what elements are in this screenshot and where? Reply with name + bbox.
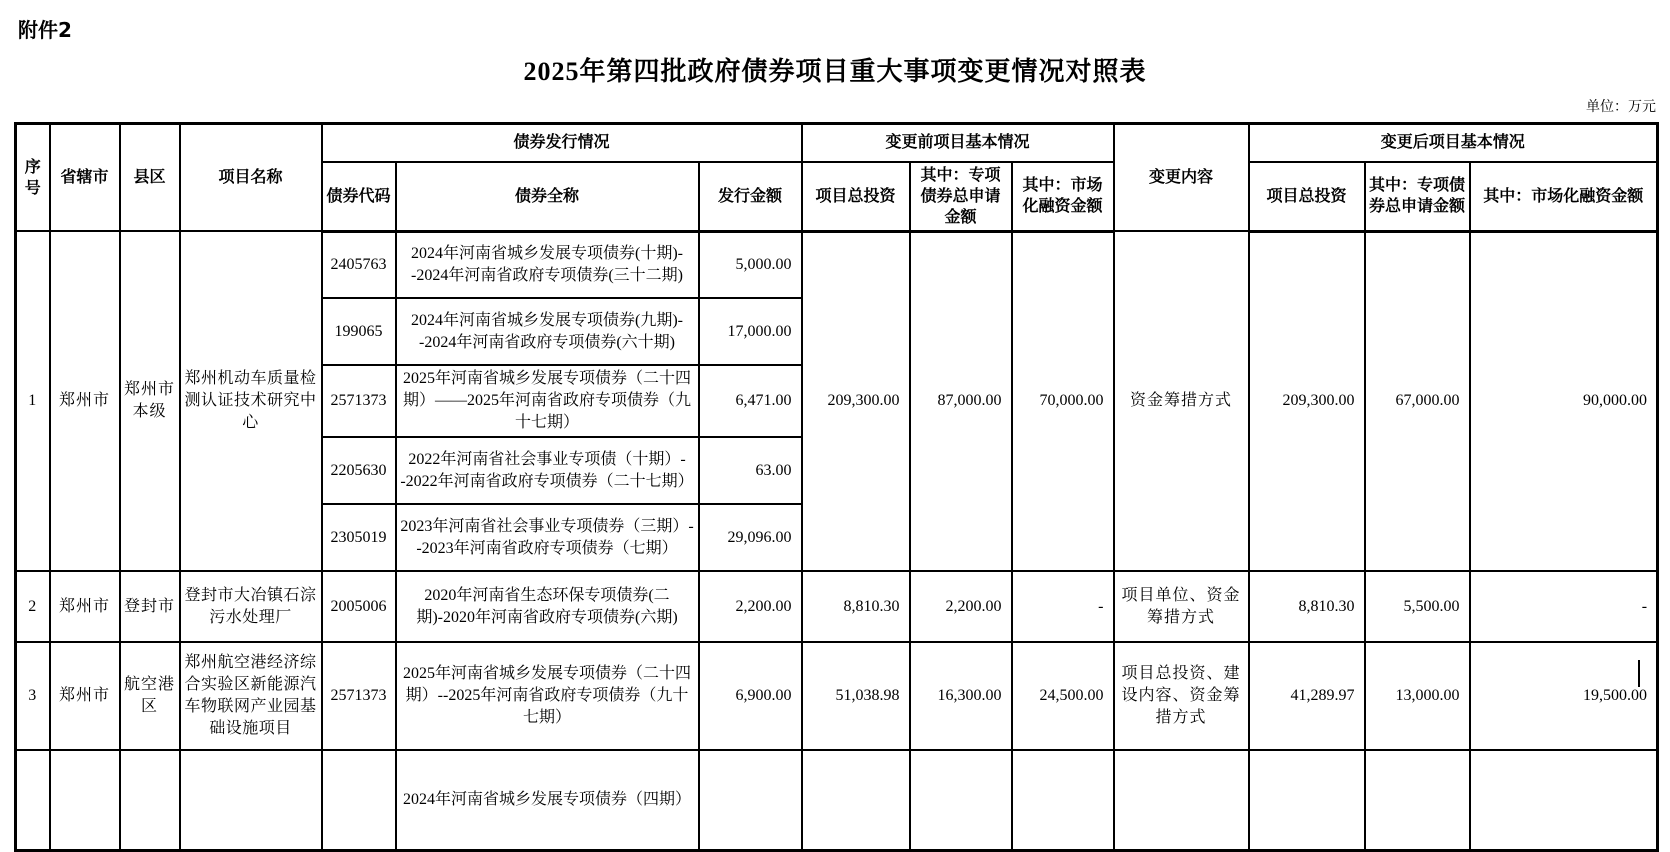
cell-before-market: 24,500.00 xyxy=(1012,642,1114,750)
cell-after-total: 209,300.00 xyxy=(1249,231,1365,571)
cell-after-special: 5,500.00 xyxy=(1365,571,1470,642)
cell-bond-code: 2005006 xyxy=(322,571,396,642)
cell-city xyxy=(50,750,120,850)
cell-before-total xyxy=(802,750,910,850)
cell-no xyxy=(16,750,50,850)
cell-before-total: 51,038.98 xyxy=(802,642,910,750)
col-header-change-content: 变更内容 xyxy=(1114,124,1249,232)
cell-county xyxy=(120,750,180,850)
cell-bond-name: 2024年河南省城乡发展专项债券(九期)--2024年河南省政府专项债券(六十期) xyxy=(396,298,699,365)
col-header-after-total-investment: 项目总投资 xyxy=(1249,162,1365,232)
cell-before-market xyxy=(1012,750,1114,850)
col-header-issue-amount: 发行金额 xyxy=(699,162,802,232)
table-row xyxy=(16,231,1658,298)
col-header-no: 序号 xyxy=(16,124,50,232)
table-row xyxy=(16,642,1658,750)
cell-bond-name: 2024年河南省城乡发展专项债券(十期)--2024年河南省政府专项债券(三十二期) xyxy=(396,231,699,298)
col-header-before-market-financing: 其中：市场化融资金额 xyxy=(1012,162,1114,232)
col-header-before-special-bond-amount: 其中：专项债券总申请金额 xyxy=(910,162,1012,232)
cell-project-name: 登封市大冶镇石淙污水处理厂 xyxy=(180,571,322,642)
cell-change-content: 项目单位、资金筹措方式 xyxy=(1114,571,1249,642)
comparison-table xyxy=(14,122,1659,852)
cell-bond-code xyxy=(322,750,396,850)
cell-city: 郑州市 xyxy=(50,642,120,750)
cell-bond-code: 2405763 xyxy=(322,231,396,298)
col-group-after-change: 变更后项目基本情况 xyxy=(1249,124,1658,162)
col-header-after-market-financing: 其中：市场化融资金额 xyxy=(1470,162,1658,232)
cell-bond-name: 2022年河南省社会事业专项债（十期）--2022年河南省政府专项债券（二十七期） xyxy=(396,437,699,504)
attachment-label: 附件2 xyxy=(18,18,72,42)
cell-after-total: 8,810.30 xyxy=(1249,571,1365,642)
cell-before-special xyxy=(910,750,1012,850)
header-row-groups xyxy=(16,124,1658,162)
cell-before-total: 8,810.30 xyxy=(802,571,910,642)
table-body xyxy=(16,231,1658,850)
cell-change-content xyxy=(1114,750,1249,850)
cell-after-market: 90,000.00 xyxy=(1470,231,1658,571)
cell-before-market: - xyxy=(1012,571,1114,642)
cell-issue-amount xyxy=(699,750,802,850)
cell-issue-amount: 6,471.00 xyxy=(699,365,802,437)
cell-after-special: 67,000.00 xyxy=(1365,231,1470,571)
cell-after-total xyxy=(1249,750,1365,850)
cell-change-content: 项目总投资、建设内容、资金筹措方式 xyxy=(1114,642,1249,750)
cell-after-market: - xyxy=(1470,571,1658,642)
cell-issue-amount: 6,900.00 xyxy=(699,642,802,750)
cell-county: 航空港区 xyxy=(120,642,180,750)
cell-project-name: 郑州航空港经济综合实验区新能源汽车物联网产业园基础设施项目 xyxy=(180,642,322,750)
cell-bond-code: 199065 xyxy=(322,298,396,365)
table-header xyxy=(16,124,1658,232)
cell-before-special: 2,200.00 xyxy=(910,571,1012,642)
cell-bond-name: 2025年河南省城乡发展专项债券（二十四期）--2025年河南省政府专项债券（九十七期） xyxy=(396,642,699,750)
cell-project-name: 郑州机动车质量检测认证技术研究中心 xyxy=(180,231,322,571)
cell-no: 1 xyxy=(16,231,50,571)
cell-no: 2 xyxy=(16,571,50,642)
cell-bond-name: 2025年河南省城乡发展专项债券（二十四期）——2025年河南省政府专项债券（九十七期） xyxy=(396,365,699,437)
page-title: 2025年第四批政府债券项目重大事项变更情况对照表 xyxy=(523,57,1147,86)
col-header-bond-code: 债券代码 xyxy=(322,162,396,232)
text-caret xyxy=(1638,660,1640,687)
cell-county: 登封市 xyxy=(120,571,180,642)
cell-before-special: 16,300.00 xyxy=(910,642,1012,750)
cell-bond-name: 2020年河南省生态环保专项债券(二期)-2020年河南省政府专项债券(六期) xyxy=(396,571,699,642)
cell-county: 郑州市本级 xyxy=(120,231,180,571)
cell-bond-code: 2571373 xyxy=(322,365,396,437)
cell-after-special: 13,000.00 xyxy=(1365,642,1470,750)
cell-city: 郑州市 xyxy=(50,231,120,571)
col-header-project: 项目名称 xyxy=(180,124,322,232)
cell-bond-name: 2023年河南省社会事业专项债券（三期）--2023年河南省政府专项债券（七期） xyxy=(396,504,699,571)
cell-before-total: 209,300.00 xyxy=(802,231,910,571)
col-group-before-change: 变更前项目基本情况 xyxy=(802,124,1114,162)
cell-before-special: 87,000.00 xyxy=(910,231,1012,571)
col-group-bond-issuance: 债券发行情况 xyxy=(322,124,802,162)
col-header-after-special-bond-amount: 其中：专项债券总申请金额 xyxy=(1365,162,1470,232)
cell-after-market xyxy=(1470,750,1658,850)
cell-after-market: 19,500.00 xyxy=(1470,642,1658,750)
unit-note: 单位：万元 xyxy=(1586,100,1656,115)
cell-bond-code: 2205630 xyxy=(322,437,396,504)
col-header-bond-name: 债券全称 xyxy=(396,162,699,232)
cell-bond-name: 2024年河南省城乡发展专项债券（四期） xyxy=(396,750,699,850)
cell-issue-amount: 17,000.00 xyxy=(699,298,802,365)
cell-no: 3 xyxy=(16,642,50,750)
cell-before-market: 70,000.00 xyxy=(1012,231,1114,571)
cell-issue-amount: 29,096.00 xyxy=(699,504,802,571)
cell-issue-amount: 5,000.00 xyxy=(699,231,802,298)
cell-change-content: 资金筹措方式 xyxy=(1114,231,1249,571)
col-header-county: 县区 xyxy=(120,124,180,232)
cell-after-special xyxy=(1365,750,1470,850)
cell-bond-code: 2571373 xyxy=(322,642,396,750)
cell-issue-amount: 2,200.00 xyxy=(699,571,802,642)
cell-issue-amount: 63.00 xyxy=(699,437,802,504)
cell-project-name xyxy=(180,750,322,850)
cell-city: 郑州市 xyxy=(50,571,120,642)
cell-after-total: 41,289.97 xyxy=(1249,642,1365,750)
table-row xyxy=(16,571,1658,642)
table-row-partial xyxy=(16,750,1658,850)
col-header-city: 省辖市 xyxy=(50,124,120,232)
col-header-before-total-investment: 项目总投资 xyxy=(802,162,910,232)
cell-bond-code: 2305019 xyxy=(322,504,396,571)
